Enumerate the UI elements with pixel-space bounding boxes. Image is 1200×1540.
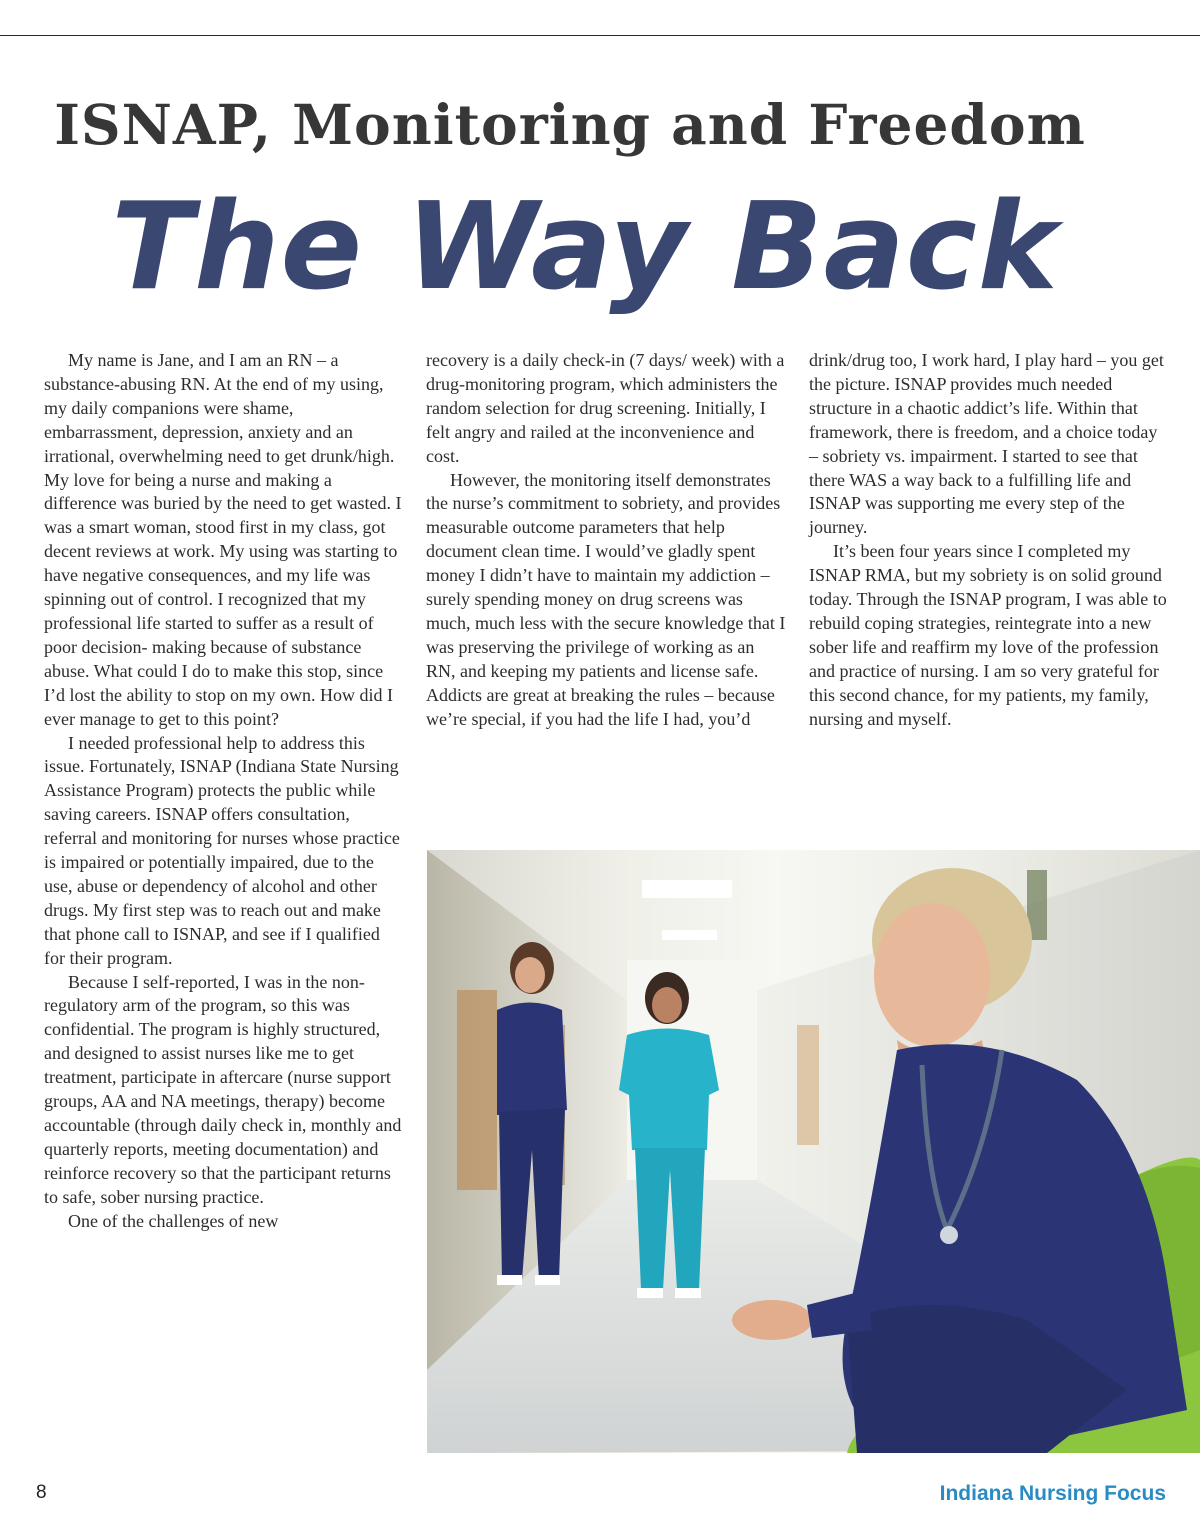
paragraph: My name is Jane, and I am an RN – a substance-abusing RN. At the end of my using, my daily companions were shame, embarrassment, depression, anxiety and an irrational, overwhelming need to get drunk/high. My love for being a nurse and making a difference was buried by the need to get wasted. I was a smart woman, stood first in my class, got decent reviews at work. My using was starting to have negative consequences, and my life was spinning out of control. I recognized that my professional life started to suffer as a result of poor decision- making because of substance abuse. What could I do to make this stop, since I’d lost the ability to stop on my own. How did I ever manage to get to this point? <box>44 350 402 729</box>
paragraph: drink/drug too, I work hard, I play hard – you get the picture. ISNAP provides much needed structure in a chaotic addict’s life. Within that framework, there is freedom, and a choice today – sobriety vs. impairment. I started to see that there WAS a way back to a fulfilling life and ISNAP was supporting me every step of the journey. <box>809 350 1164 538</box>
top-rule <box>0 35 1200 36</box>
photo-illustration <box>427 850 1200 1453</box>
article-column-3 <box>809 349 1169 732</box>
page-number: 8 <box>36 1482 47 1503</box>
article-title: The Way Back <box>111 178 1059 317</box>
article-column-2 <box>426 349 786 732</box>
paragraph: One of the challenges of new <box>68 1210 279 1231</box>
publication-name: Indiana Nursing Focus <box>939 1482 1166 1505</box>
article-kicker: ISNAP, Monitoring and Freedom <box>54 92 1086 157</box>
paragraph: Because I self-reported, I was in the non-regulatory arm of the program, so this was confidential. The program is highly structured, and designed to assist nurses like me to get treatment, participate in aftercare (nurse support groups, AA and NA meetings, therapy) become accountable (through daily check in, monthly and quarterly reports, meeting documentation) and reinforce recovery so that the participant returns to safe, sober nursing practice. <box>44 971 402 1207</box>
paragraph: It’s been four years since I completed my ISNAP RMA, but my sobriety is on solid ground today. Through the ISNAP program, I was able to rebuild coping strategies, reintegrate into a new sober life and reaffirm my love of the profession and practice of nursing. I am so very grateful for this second chance, for my patients, my family, nursing and myself. <box>809 541 1167 729</box>
paragraph: However, the monitoring itself demonstrates the nurse’s commitment to sobriety, and provides measurable outcome parameters that help document clean time. I would’ve gladly spent money I didn’t have to maintain my addiction – surely spending money on drug screens was much, much less with the secure knowledge that I was preserving the privilege of working as an RN, and keeping my patients and license safe. Addicts are great at breaking the rules – because we’re special, if you had the life I had, you’d <box>426 469 786 729</box>
nurses-hallway-photo <box>427 850 1200 1453</box>
paragraph: recovery is a daily check-in (7 days/ week) with a drug-monitoring program, which administers the random selection for drug screening. Initially, I felt angry and railed at the inconvenience and cost. <box>426 350 785 466</box>
paragraph: I needed professional help to address this issue. Fortunately, ISNAP (Indiana State Nursing Assistance Program) protects the public while saving careers. ISNAP offers consultation, referral and monitoring for nurses whose practice is impaired or potentially impaired, due to the use, abuse or dependency of alcohol and other drugs. My first step was to reach out and make that phone call to ISNAP, and see if I qualified for their program. <box>44 732 400 968</box>
article-column-1 <box>44 349 404 1234</box>
